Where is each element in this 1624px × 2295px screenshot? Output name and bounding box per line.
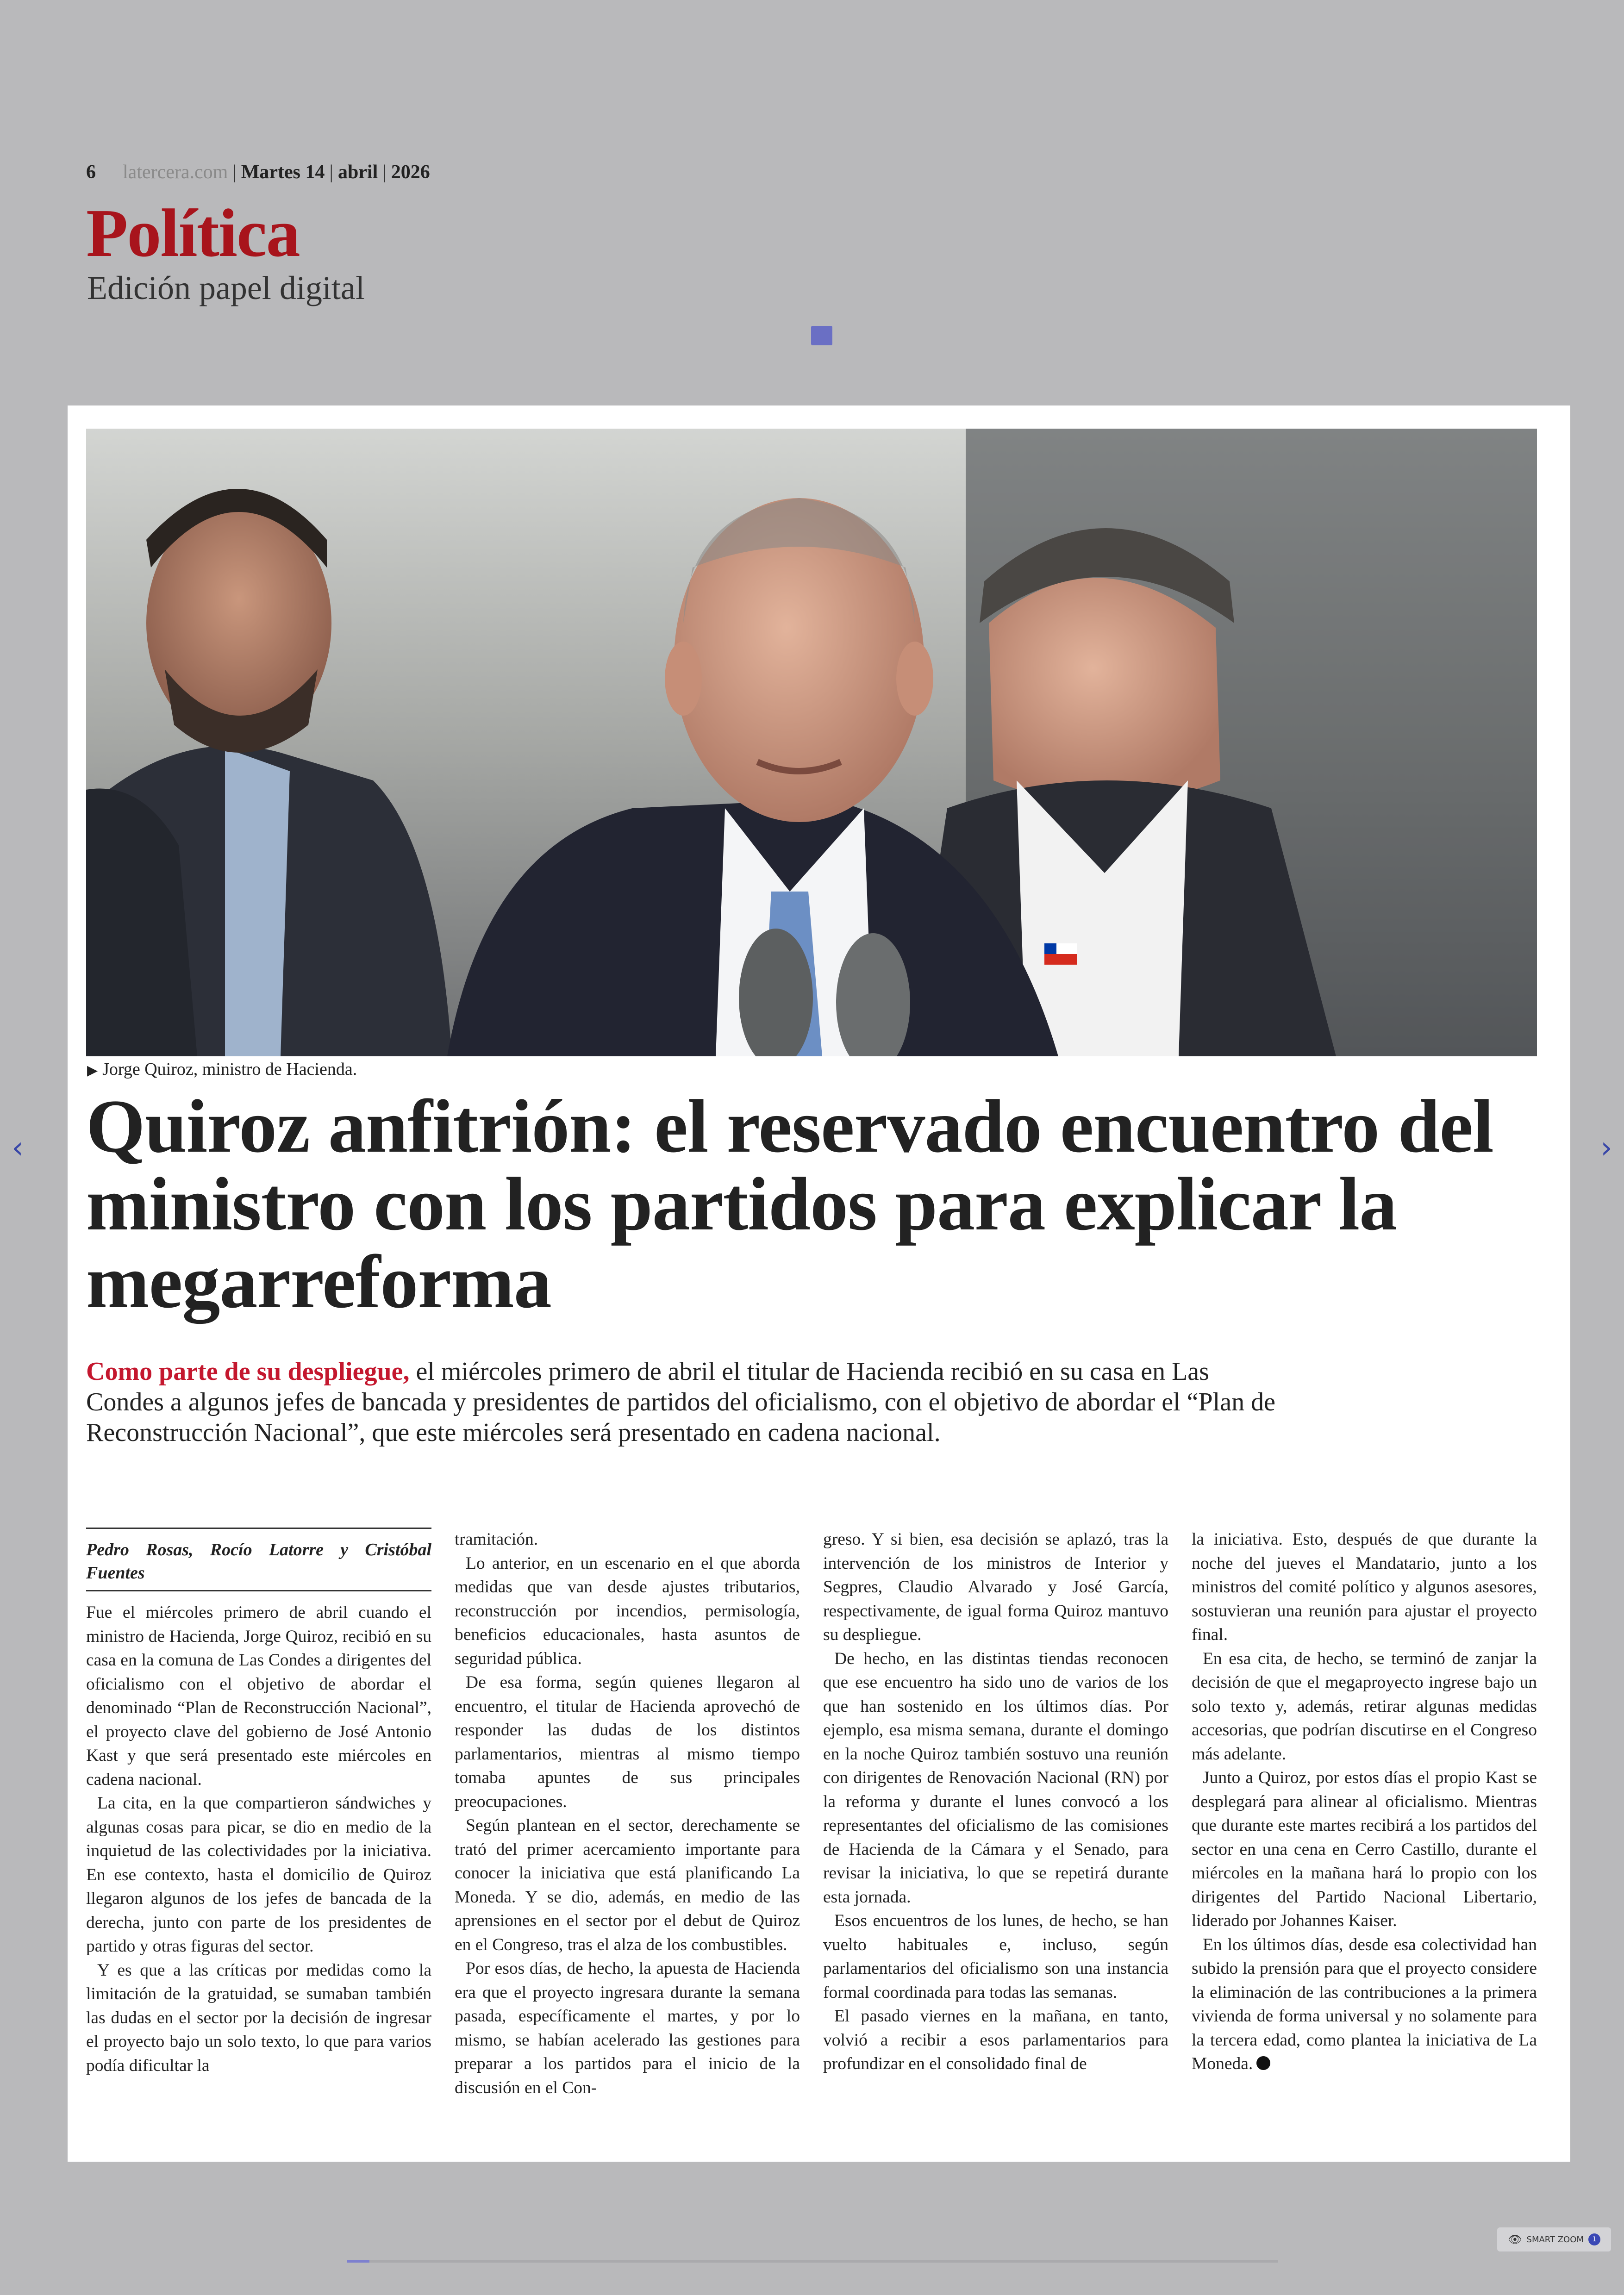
paragraph: La cita, en la que compartieron sándwiches y algunas cosas para picar, se dio en medio de la inquietud de las colectividades por la iniciativa. En ese contexto, hasta el domicilio de Quiroz llegaron algunos de los jefes de bancada de la derecha, junto con parte de los presidentes de partido y otras figuras del sector. xyxy=(86,1794,431,1956)
end-of-article-icon xyxy=(1256,2056,1270,2070)
caption-text: Jorge Quiroz, ministro de Hacienda. xyxy=(102,1060,357,1079)
paragraph: Esos encuentros de los lunes, de hecho, se han vuelto habituales e, incluso, según parlamentarios del oficialismo son una instancia formal coordinada para todas las semanas. xyxy=(823,1911,1168,2002)
page-marker-icon[interactable] xyxy=(811,326,832,345)
lead-kicker: Como parte de su despliegue, xyxy=(86,1357,410,1386)
paragraph: la iniciativa. Esto, después de que durante la noche del jueves el Mandatario, junto a los ministros del comité político y algunos asesores, sostuvieran una reunión para ajustar el proyecto final. xyxy=(1192,1530,1537,1644)
page-number: 6 xyxy=(86,162,96,183)
eye-icon: 👁 xyxy=(1508,2233,1522,2246)
body-column-1 xyxy=(86,1528,431,2139)
previous-page-button[interactable]: ‹ xyxy=(12,1131,24,1165)
paragraph: Lo anterior, en un escenario en el que aborda medidas que van desde ajustes tributarios, reconstrucción por incendios, permisología, beneficios educacionales, hasta asuntos de seguridad pública. xyxy=(455,1553,800,1668)
paragraph: Y es que a las críticas por medidas como la limitación de la gratuidad, se sumaban también las dudas en el sector por la decisión de ingresar el proyecto bajo un solo texto, lo que para varios podía dificultar la xyxy=(86,1960,431,2075)
body-column-2 xyxy=(455,1528,800,2139)
site-name: latercera.com xyxy=(123,162,228,183)
paragraph: En esa cita, de hecho, se terminó de zanjar la decisión de que el megaproyecto ingrese bajo un solo texto y, además, retirar algunas medidas accesorias, que podrían discutirse en el Congreso más adelante. xyxy=(1192,1649,1537,1764)
paragraph: greso. Y si bien, esa decisión se aplazó, tras la intervención de los ministros de Interior y Segpres, Claudio Alvarado y José García, respectivamente, de igual forma Quiroz mantuvo su despliegue. xyxy=(823,1530,1168,1644)
section-title: Política xyxy=(86,195,300,271)
body-column-3 xyxy=(823,1528,1168,2139)
next-page-button[interactable]: › xyxy=(1600,1131,1612,1165)
issue-month: abril xyxy=(337,162,378,183)
byline: Pedro Rosas, Rocío Latorre y Cristóbal Fuentes xyxy=(86,1528,431,1591)
body-column-4 xyxy=(1192,1528,1537,2139)
article-headline: Quiroz anfitrión: el reservado encuentro del ministro con los partidos para explicar la megarreforma xyxy=(86,1085,1493,1324)
photo-caption xyxy=(87,1059,357,1079)
issue-date: Martes 14 xyxy=(241,162,325,183)
paragraph: Fue el miércoles primero de abril cuando el ministro de Hacienda, Jorge Quiroz, recibió en su casa en la comuna de Las Condes a dirigentes del oficialismo con el objetivo de abordar el denominado “Plan de Reconstrucción Nacional”, el proyecto clave del gobierno de José Antonio Kast y que será presentado este miércoles en cadena nacional. xyxy=(86,1603,431,1789)
caption-arrow-icon: ▶ xyxy=(87,1062,98,1079)
paragraph: tramitación. xyxy=(455,1530,538,1549)
issue-meta: 6 latercera.com | Martes 14 | abril | 2026 xyxy=(86,162,430,183)
paragraph: Por esos días, de hecho, la apuesta de Hacienda era que el proyecto ingresara durante la semana pasada, específicamente el martes, y por lo mismo, se habían acelerado las gestiones para preparar a los partidos para el inicio de la discusión en el Con- xyxy=(455,1959,800,2097)
edition-label: Edición papel digital xyxy=(87,269,365,306)
article-body xyxy=(86,1528,1537,2139)
reading-progress-bar[interactable] xyxy=(347,2260,1278,2263)
smart-zoom-button[interactable] xyxy=(1497,2227,1611,2251)
article-lead xyxy=(86,1356,1280,1448)
newspaper-page[interactable] xyxy=(68,405,1570,2162)
smart-zoom-count: 1 xyxy=(1588,2233,1600,2245)
issue-year: 2026 xyxy=(391,162,430,183)
paragraph: Según plantean en el sector, derechamente se trató del primer acercamiento importante para conocer la iniciativa que está planificando La Moneda. Y se dio, además, en medio de las aprensiones en el sector por el debut de Quiroz en el Congreso, tras el alza de los combustibles. xyxy=(455,1816,800,1954)
last-paragraph-text: En los últimos días, desde esa colectividad han subido la prensión para que el proyecto considere la eliminación de las contribuciones a la primera vivienda de forma universal y no solamente para la tercera edad, como plantea la iniciativa de La Moneda. xyxy=(1192,1935,1537,2073)
reading-progress-fill xyxy=(347,2260,369,2263)
photo-illustration xyxy=(86,429,1537,1056)
smart-zoom-label: SMART ZOOM xyxy=(1526,2234,1584,2245)
paragraph xyxy=(1192,1933,1537,2076)
paragraph: El pasado viernes en la mañana, en tanto, volvió a recibir a esos parlamentarios para profundizar en el consolidado final de xyxy=(823,2007,1168,2073)
paragraph: De esa forma, según quienes llegaron al encuentro, el titular de Hacienda aprovechó de responder las dudas de los distintos parlamentarios, mientras al mismo tiempo tomaba apuntes de sus principales preocupaciones. xyxy=(455,1673,800,1811)
article-photo xyxy=(86,429,1537,1056)
lead-text: el miércoles primero de abril el titular de Hacienda recibió en su casa en Las Condes a algunos jefes de bancada y presidentes de partidos del oficialismo, con el objetivo de abordar el “Plan de Reconstrucción Nacional”, que este miércoles será presentado en cadena nacional. xyxy=(86,1357,1275,1447)
paragraph: De hecho, en las distintas tiendas reconocen que ese encuentro ha sido uno de varios de los que han sostenido en los últimos días. Por ejemplo, esa misma semana, durante el domingo en la noche Quiroz también sostuvo una reunión con dirigentes de Renovación Nacional (RN) por la reforma y durante el lunes convocó a los representantes del oficialismo de las comisiones de Hacienda de la Cámara y el Senado, para revisar la iniciativa, lo que se repetirá durante esta jornada. xyxy=(823,1649,1168,1907)
paragraph: Junto a Quiroz, por estos días el propio Kast se desplegará para alinear al oficialismo. Mientras que durante este martes recibirá a los partidos del sector en una cena en Cerro Castillo, durante el miércoles en la mañana hará lo propio con los dirigentes del Partido Nacional Libertario, liderado por Johannes Kaiser. xyxy=(1192,1768,1537,1930)
